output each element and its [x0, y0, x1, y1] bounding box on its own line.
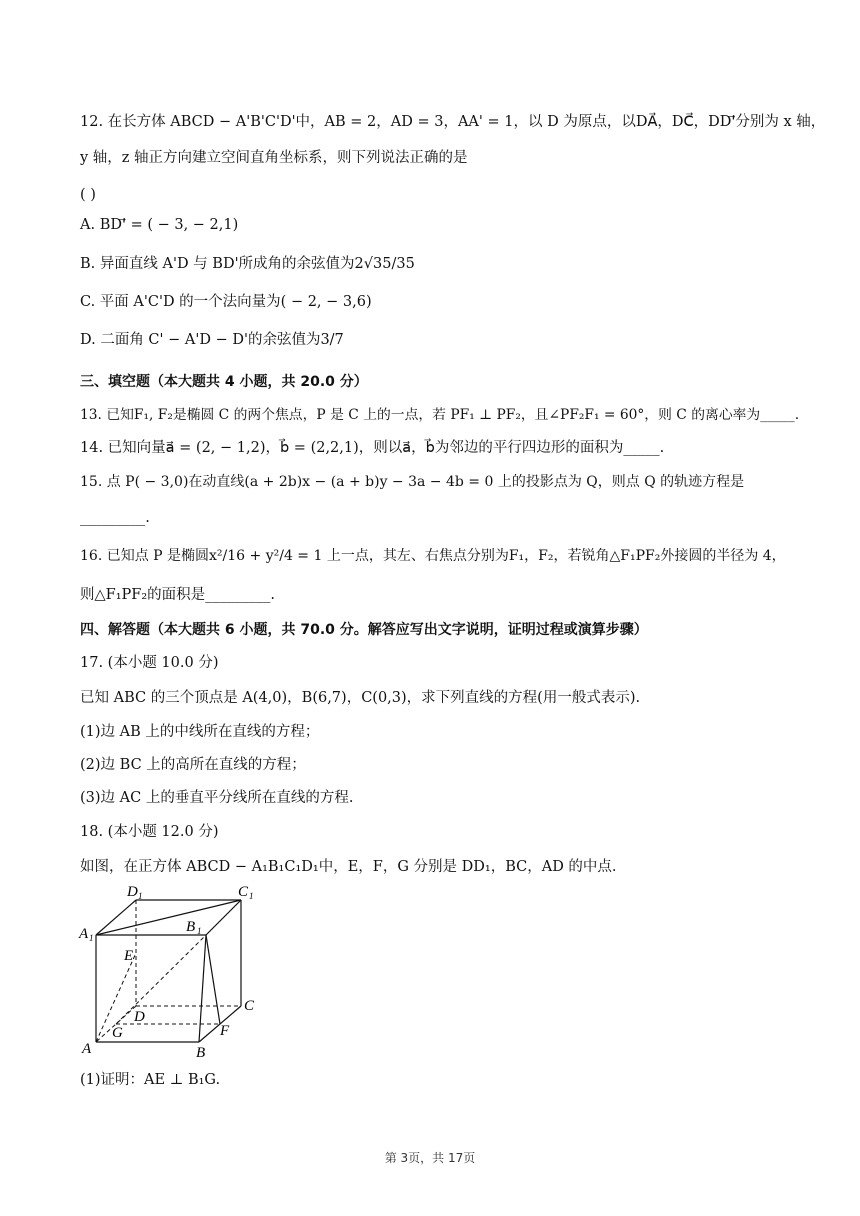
q16-line1: 16. 已知点 P 是椭圆x²/16 + y²/4 = 1 上一点，其左、右焦点分别为F₁，F₂，若锐角△F₁PF₂外接圆的半径为 4，	[80, 548, 786, 564]
q15-line2: _________.	[80, 510, 150, 526]
cube-figure	[74, 882, 274, 1062]
q12-option-d: D. 二面角 C' − A'D − D'的余弦值为3/7	[80, 332, 344, 348]
q17-part2: (2)边 BC 上的高所在直线的方程；	[80, 757, 306, 773]
label-b: B	[196, 1045, 206, 1061]
label-b1-sub: 1	[197, 926, 202, 936]
label-e: E	[124, 948, 134, 964]
section-3-heading: 三、填空题（本大题共 4 小题，共 20.0 分）	[80, 374, 368, 390]
label-b1: B	[186, 919, 196, 935]
q17-header: 17. (本小题 10.0 分)	[80, 655, 219, 671]
label-d1: D	[127, 884, 138, 900]
label-a1-sub: 1	[89, 933, 94, 943]
label-c1-sub: 1	[249, 891, 254, 901]
label-a: A	[82, 1041, 92, 1057]
label-c1: C	[238, 884, 249, 900]
q12-option-a: A. BD'⃗ = ( − 3, − 2,1)	[80, 217, 239, 233]
q15-line1: 15. 点 P( − 3,0)在动直线(a + 2b)x − (a + b)y − 3a − 4b = 0 上的投影点为 Q，则点 Q 的轨迹方程是	[80, 474, 745, 490]
q17-part1: (1)边 AB 上的中线所在直线的方程；	[80, 724, 320, 740]
q17-statement: 已知 ABC 的三个顶点是 A(4,0)，B(6,7)，C(0,3)，求下列直线的方程(用一般式表示).	[80, 690, 641, 706]
q18-header: 18. (本小题 12.0 分)	[80, 824, 219, 840]
page-footer: 第 3页，共 17页	[384, 1151, 476, 1165]
label-d1-sub: 1	[138, 891, 143, 901]
q12-option-c: C. 平面 A'C'D 的一个法向量为( − 2, − 3,6)	[80, 294, 372, 310]
label-g: G	[112, 1025, 123, 1041]
q18-statement: 如图，在正方体 ABCD − A₁B₁C₁D₁中，E，F，G 分别是 DD₁，BC，AD 的中点.	[80, 859, 617, 875]
q12-line1: 12. 在长方体 ABCD − A'B'C'D'中，AB = 2，AD = 3，AA' = 1，以 D 为原点，以DA⃗，DC⃗，DD'⃗分别为 x 轴，	[80, 114, 826, 130]
q14: 14. 已知向量a⃗ = (2, − 1,2)，b⃗ = (2,2,1)，则以a⃗，b⃗为邻边的平行四边形的面积为_____.	[80, 440, 665, 456]
label-d: D	[134, 1009, 145, 1025]
section-4-heading: 四、解答题（本大题共 6 小题，共 70.0 分。解答应写出文字说明，证明过程或演算步骤）	[80, 622, 648, 638]
label-f: F	[220, 1023, 230, 1039]
q12-paren: ( )	[80, 187, 96, 203]
q13: 13. 已知F₁, F₂是椭圆 C 的两个焦点，P 是 C 上的一点，若 PF₁ ⊥ PF₂，且∠PF₂F₁ = 60°，则 C 的离心率为_____.	[80, 407, 800, 423]
q12-option-b: B. 异面直线 A'D 与 BD'所成角的余弦值为2√35/35	[80, 256, 415, 272]
label-a1: A	[79, 926, 89, 942]
q12-line2: y 轴，z 轴正方向建立空间直角坐标系，则下列说法正确的是	[80, 150, 468, 166]
q16-line2: 则△F₁PF₂的面积是_________.	[80, 587, 276, 603]
q18-part1: (1)证明：AE ⊥ B₁G.	[80, 1072, 221, 1088]
q17-part3: (3)边 AC 上的垂直平分线所在直线的方程.	[80, 790, 354, 806]
label-c: C	[244, 998, 255, 1014]
